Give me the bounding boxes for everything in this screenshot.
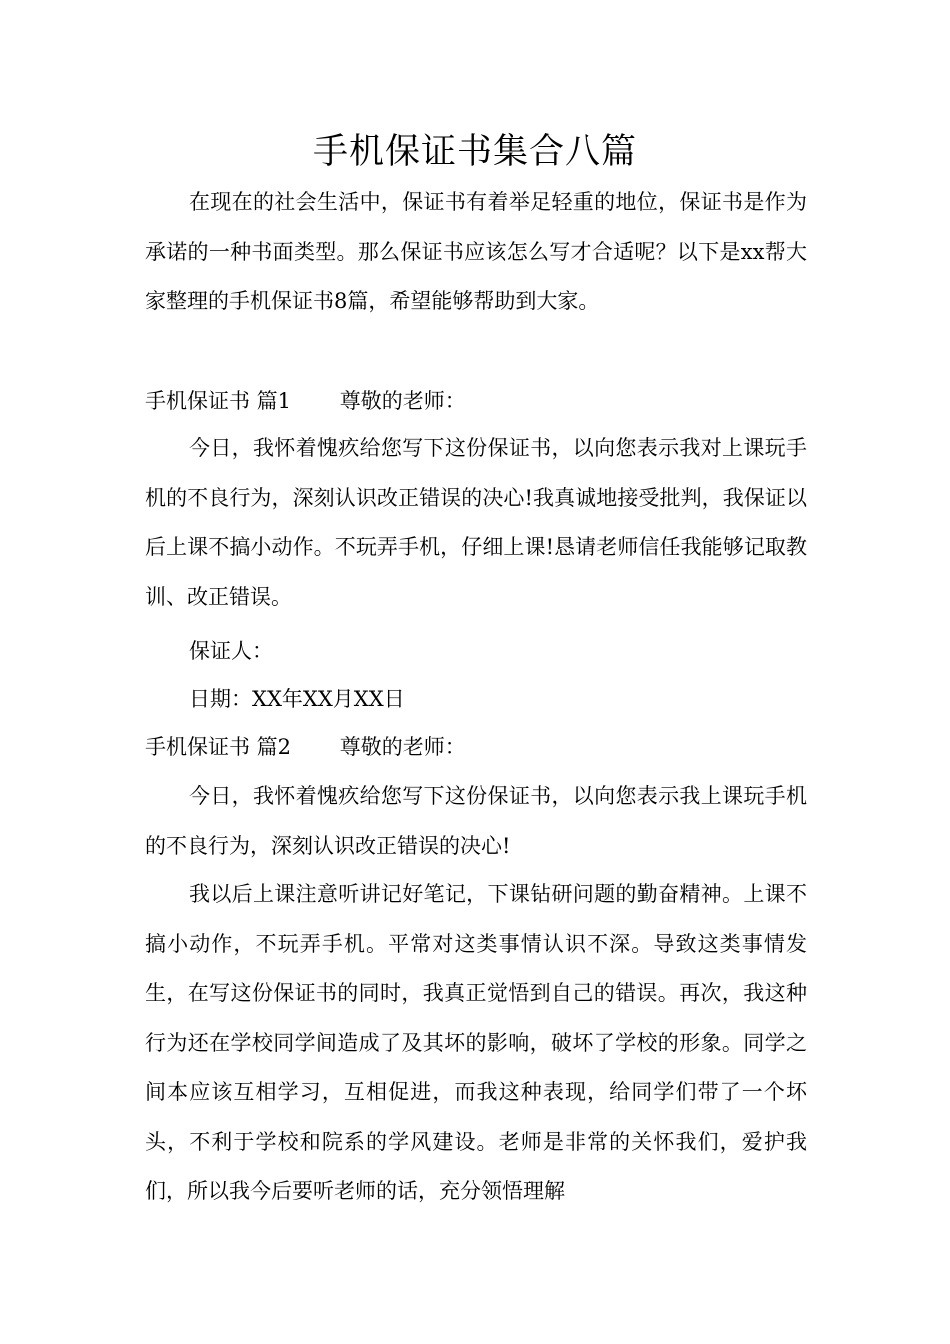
section1-signer: 保证人： bbox=[189, 639, 273, 663]
section1-heading: 手机保证书 篇1 尊敬的老师： bbox=[145, 389, 466, 413]
section1-body: 今日，我怀着愧疚给您写下这份保证书，以向您表示我对上课玩手机的不良行为，深刻认识改正错误的决心!我真诚地接受批判，我保证以后上课不搞小动作。不玩弄手机，仔细上课!恳请老师信任我能够记取教训、改正错误。 bbox=[145, 436, 807, 609]
section2-body-2: 我以后上课注意听讲记好笔记，下课钻研问题的勤奋精神。上课不搞小动作，不玩弄手机。平常对这类事情认识不深。导致这类事情发生，在写这份保证书的同时，我真正觉悟到自己的错误。再次，我这种行为还在学校同学间造成了及其坏的影响，破坏了学校的形象。同学之间本应该互相学习，互相促进，而我这种表现，给同学们带了一个坏头，不利于学校和院系的学风建设。老师是非常的关怀我们，爱护我们，所以我今后要听老师的话，充分领悟理解 bbox=[145, 882, 807, 1203]
section2-body-1: 今日，我怀着愧疚给您写下这份保证书，以向您表示我上课玩手机的不良行为，深刻认识改正错误的决心! bbox=[145, 784, 807, 858]
section2-heading: 手机保证书 篇2 尊敬的老师： bbox=[145, 735, 466, 759]
section1-date: 日期：XX年XX月XX日 bbox=[189, 687, 405, 711]
intro-paragraph: 在现在的社会生活中，保证书有着举足轻重的地位，保证书是作为承诺的一种书面类型。那么保证书应该怎么写才合适呢？以下是xx帮大家整理的手机保证书8篇，希望能够帮助到大家。 bbox=[145, 190, 807, 313]
document-title: 手机保证书集合八篇 bbox=[312, 132, 637, 172]
